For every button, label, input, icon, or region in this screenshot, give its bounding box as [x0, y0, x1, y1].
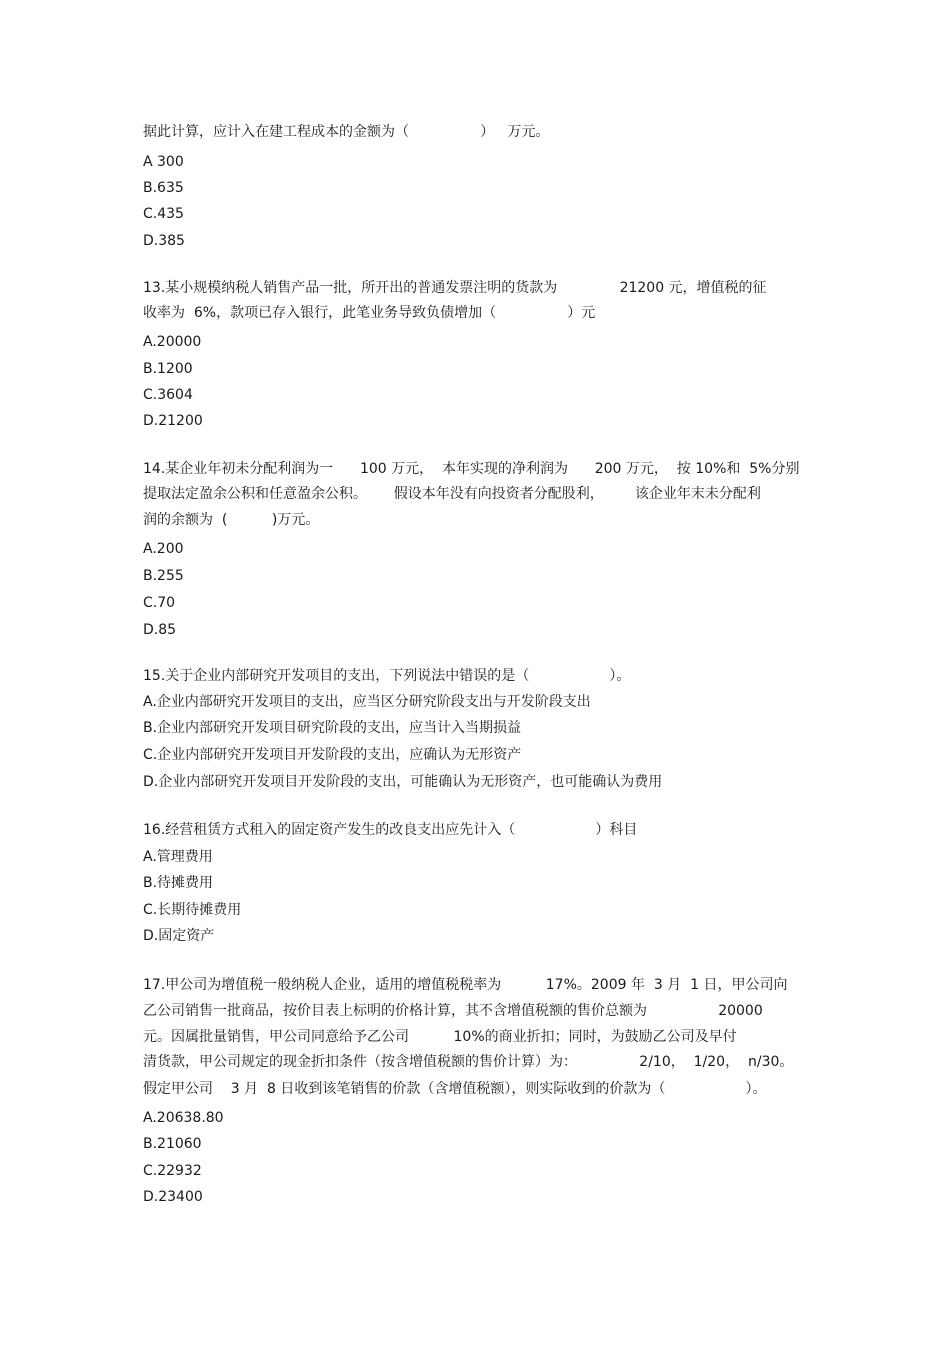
- question-15-option-d: D.企业内部研究开发项目开发阶段的支出，可能确认为无形资产，也可能确认为费用: [143, 774, 663, 790]
- question-17-option-c: C.22932: [143, 1163, 202, 1179]
- question-13-stem-line: 13.某小规模纳税人销售产品一批，所开出的普通发票注明的货款为 21200 元，增值税的征: [143, 280, 767, 296]
- question-stem-line: 据此计算，应计入在建工程成本的金额为（ ） 万元。: [143, 124, 550, 140]
- question-13-option-b: B.1200: [143, 361, 193, 377]
- question-15-option-a: A.企业内部研究开发项目的支出，应当区分研究阶段支出与开发阶段支出: [143, 694, 591, 710]
- question-17-stem-line: 元。因属批量销售，甲公司同意给予乙公司 10%的商业折扣；同时，为鼓励乙公司及早付: [143, 1029, 737, 1045]
- question-14-stem-line: 提取法定盈余公积和任意盈余公积。 假设本年没有向投资者分配股利， 该企业年末未分配利: [143, 486, 761, 502]
- question-14-stem-line: 14.某企业年初未分配利润为一 100 万元， 本年实现的净利润为 200 万元， 按 10%和 5%分别: [143, 461, 800, 477]
- option-a: A 300: [143, 154, 184, 170]
- question-14-option-c: C.70: [143, 595, 176, 611]
- question-16-option-c: C.长期待摊费用: [143, 902, 242, 918]
- question-15-option-c: C.企业内部研究开发项目开发阶段的支出，应确认为无形资产: [143, 747, 522, 763]
- question-17-option-d: D.23400: [143, 1189, 203, 1205]
- question-15-stem-line: 15.关于企业内部研究开发项目的支出，下列说法中错误的是（ ）。: [143, 668, 631, 684]
- question-17-stem-line: 假定甲公司 3 月 8 日收到该笔销售的价款（含增值税额），则实际收到的价款为（ ）。: [143, 1081, 767, 1097]
- question-17-stem-line: 清货款，甲公司规定的现金折扣条件（按含增值税额的售价计算）为： 2/10， 1/20， n/30。: [143, 1054, 794, 1070]
- question-16-stem-line: 16.经营租赁方式租入的固定资产发生的改良支出应先计入（ ）科目: [143, 822, 638, 838]
- question-13-stem-line: 收率为 6%，款项已存入银行，此笔业务导致负债增加（ ）元: [143, 305, 596, 321]
- question-15-option-b: B.企业内部研究开发项目研究阶段的支出，应当计入当期损益: [143, 720, 522, 736]
- option-b: B.635: [143, 180, 184, 196]
- question-13-option-d: D.21200: [143, 413, 203, 429]
- question-14-option-d: D.85: [143, 622, 177, 638]
- question-14-stem-line: 润的余额为 ( )万元。: [143, 512, 320, 528]
- question-14-option-b: B.255: [143, 568, 184, 584]
- question-13-option-c: C.3604: [143, 387, 193, 403]
- option-c: C.435: [143, 206, 184, 222]
- question-16-option-d: D.固定资产: [143, 928, 215, 944]
- option-d: D.385: [143, 233, 185, 249]
- question-13-option-a: A.20000: [143, 334, 202, 350]
- question-16-option-a: A.管理费用: [143, 849, 213, 865]
- question-17-stem-line: 乙公司销售一批商品，按价目表上标明的价格计算，其不含增值税额的售价总额为 20000: [143, 1003, 763, 1019]
- question-16-option-b: B.待摊费用: [143, 875, 214, 891]
- question-14-option-a: A.200: [143, 541, 184, 557]
- question-17-stem-line: 17.甲公司为增值税一般纳税人企业，适用的增值税税率为 17%。2009 年 3 月 1 日，甲公司向: [143, 977, 788, 993]
- question-17-option-b: B.21060: [143, 1136, 202, 1152]
- question-17-option-a: A.20638.80: [143, 1110, 224, 1126]
